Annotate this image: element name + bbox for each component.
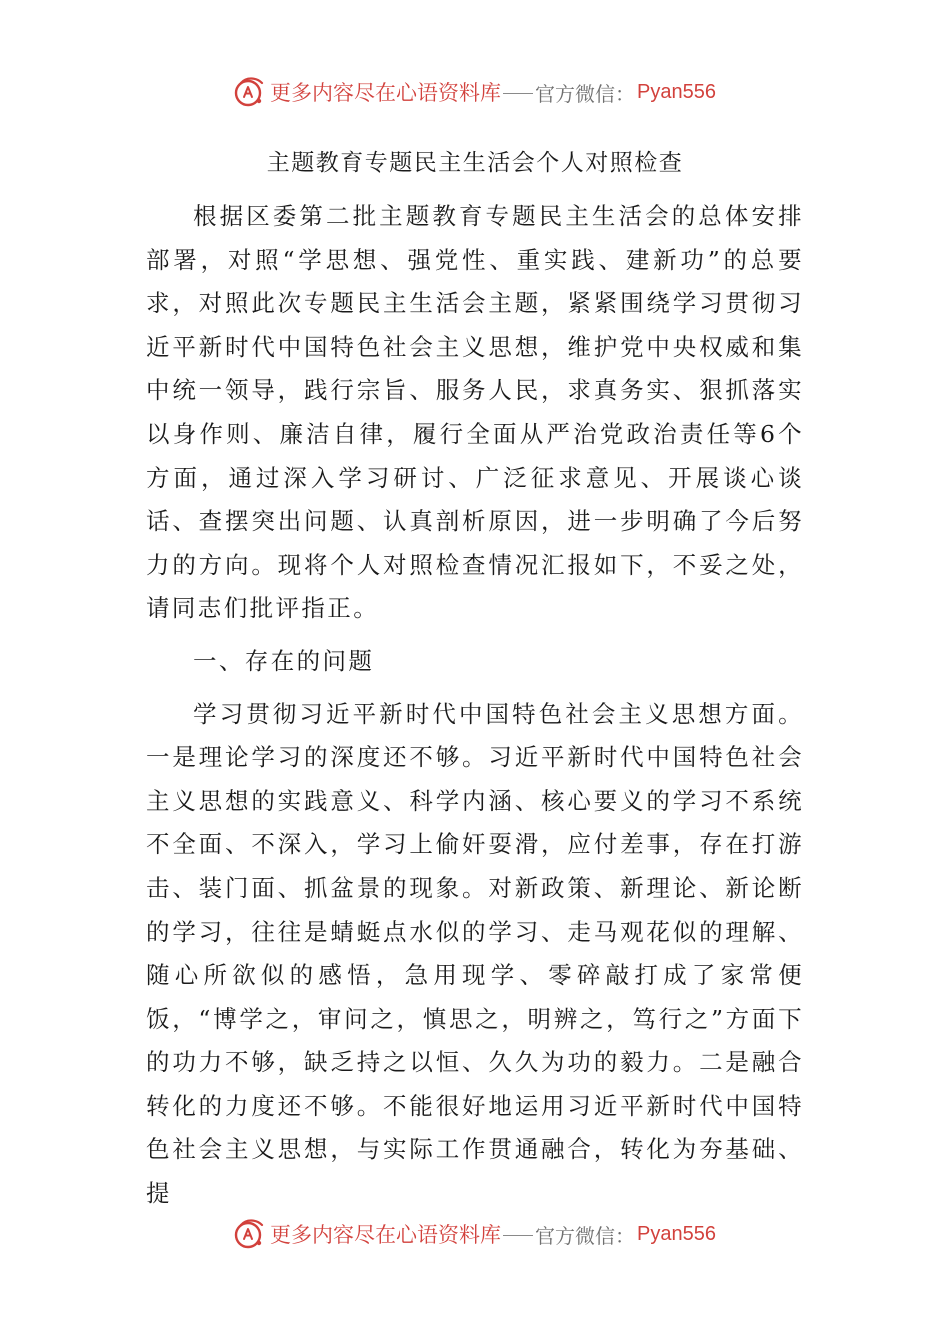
logo-icon <box>232 1217 266 1251</box>
logo-icon <box>232 75 266 109</box>
banner-wechat-label: 官方微信： <box>535 81 635 106</box>
intro-paragraph: 根据区委第二批主题教育专题民主生活会的总体安排部署，对照“学思想、强党性、重实践、建新功”的总要求，对照此次专题民主生活会主题，紧紧围绕学习贯彻习近平新时代中国特色社会主义思想，维护党中央权威和集中统一领导，践行宗旨、服务人民，求真务实、狠抓落实以身作则、廉洁自律，履行全面从严治党政治责任等6个方面，通过深入学习研讨、广泛征求意见、开展谈心谈话、查摆突出问题、认真剖析原因，进一步明确了今后努力的方向。现将个人对照检查情况汇报如下，不妥之处，请同志们批评指正。 <box>146 202 804 623</box>
document-title: 主题教育专题民主生活会个人对照检查 <box>266 150 684 176</box>
footer-watermark-banner <box>232 1214 716 1254</box>
banner-main-text: 更多内容尽在心语资料库 <box>270 1223 501 1247</box>
banner-wechat-id: Pyan556 <box>637 80 716 103</box>
header-watermark-banner <box>232 72 716 112</box>
banner-wechat-label: 官方微信： <box>535 1223 635 1248</box>
document-body <box>146 195 804 1216</box>
banner-dash <box>503 93 533 94</box>
banner-dash <box>503 1235 533 1236</box>
banner-main-text: 更多内容尽在心语资料库 <box>270 81 501 105</box>
study-implementation-paragraph: 学习贯彻习近平新时代中国特色社会主义思想方面。一是理论学习的深度还不够。习近平新时代中国特色社会主义思想的实践意义、科学内涵、核心要义的学习不系统不全面、不深入，学习上偷奸耍滑，应付差事，存在打游击、装门面、抓盆景的现象。对新政策、新理论、新论断的学习，往往是蜻蜓点水似的学习、走马观花似的理解、随心所欲似的感悟，急用现学、零碎敲打成了家常便饭，“博学之，审问之，慎思之，明辨之，笃行之”方面下的功力不够，缺乏持之以恒、久久为功的毅力。二是融合转化的力度还不够。不能很好地运用习近平新时代中国特色社会主义思想，与实际工作贯通融合，转化为夯基础、提 <box>146 699 804 1208</box>
section-heading-existing-problems: 一、存在的问题 <box>193 646 375 675</box>
banner-wechat-id: Pyan556 <box>637 1222 716 1245</box>
